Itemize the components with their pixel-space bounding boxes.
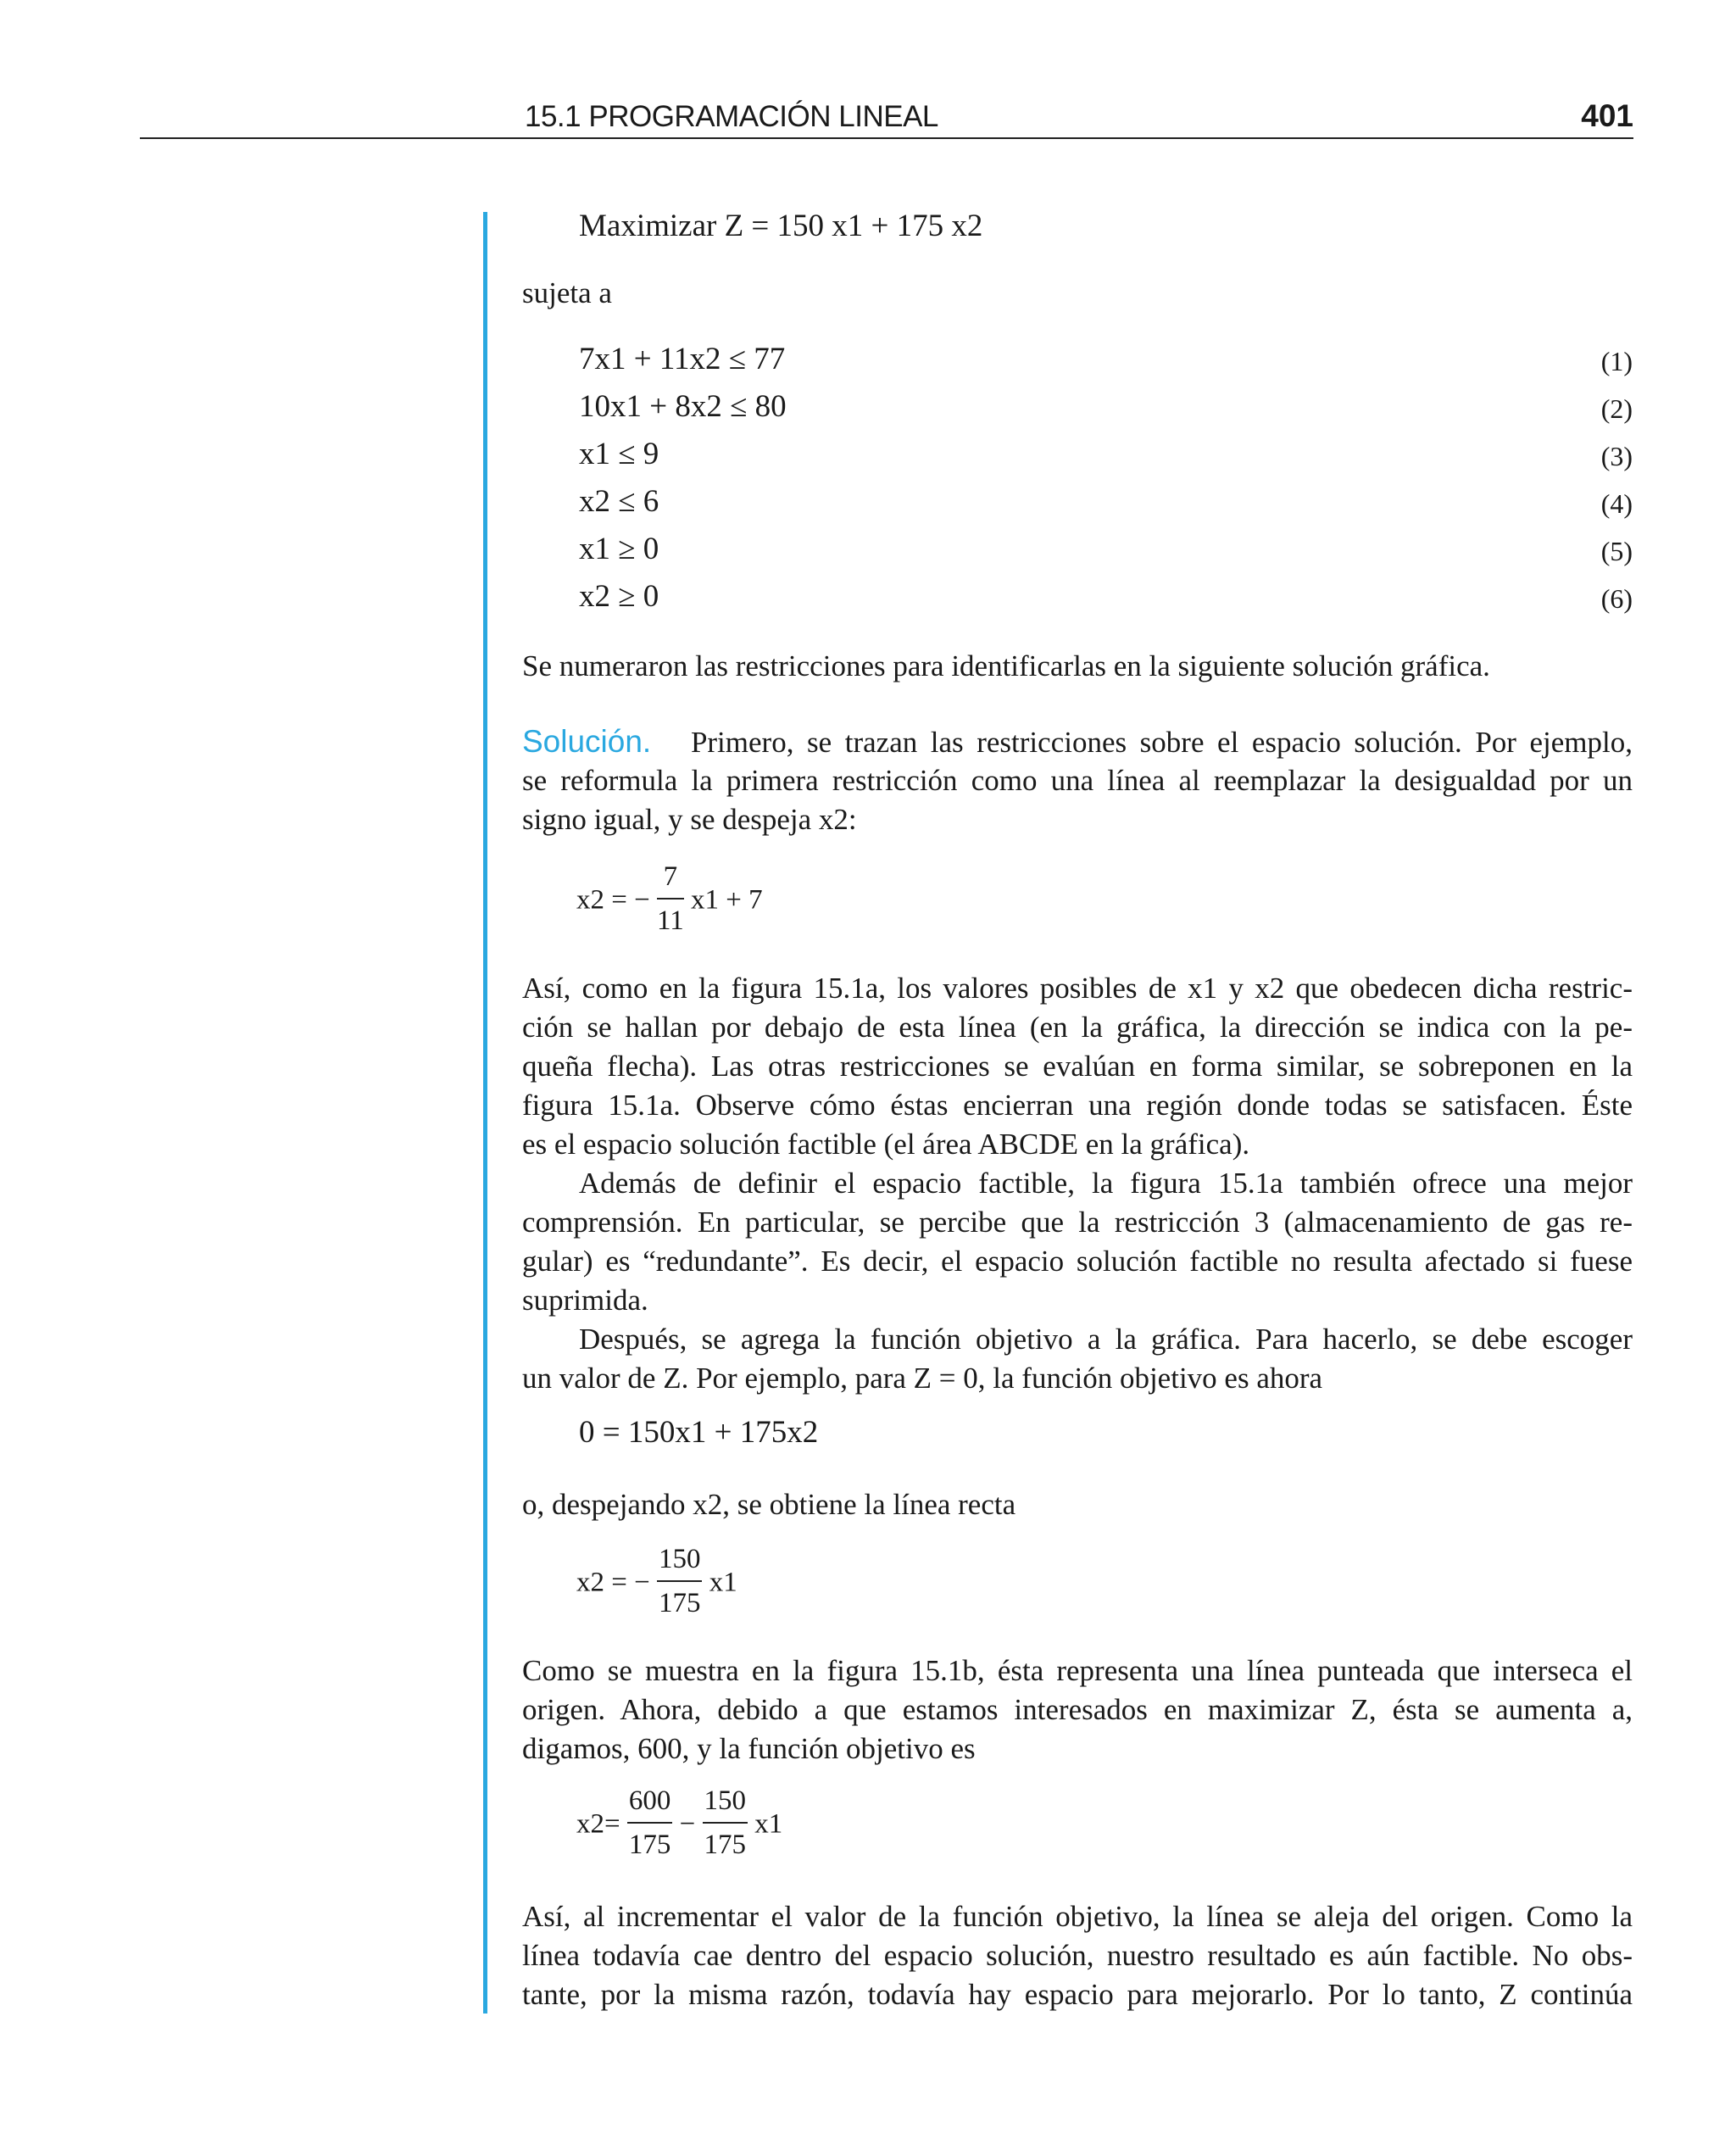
- constraint-2: 10x1 + 8x2 ≤ 80: [579, 389, 787, 424]
- asi-line-4: figura 15.1a. Observe cómo éstas encierran una región donde todas se satisfacen. Éste: [522, 1089, 1633, 1122]
- eq1-numerator: 7: [657, 857, 684, 900]
- constraint-number-1: (1): [1600, 346, 1633, 376]
- running-header: [140, 92, 1633, 139]
- objective-prefix: Maximizar: [579, 209, 725, 243]
- asi-line-2: ción se hallan por debajo de esta línea (en la gráfica, la dirección se indica con la pe-: [522, 1011, 1633, 1044]
- equation-line-3: [576, 1543, 737, 1626]
- numbering-paragraph: Se numeraron las restricciones para identificarlas en la siguiente solución gráfica.: [522, 649, 1490, 682]
- ademas-line-2: comprensión. En particular, se percibe que la restricción 3 (almacenamiento de gas re-: [522, 1206, 1633, 1239]
- eq3-rhs: x1: [709, 1567, 737, 1598]
- constraint-3: x1 ≤ 9: [579, 437, 659, 471]
- eq4-fraction-1: [627, 1781, 673, 1864]
- eq4-denominator-2: 175: [704, 1830, 746, 1860]
- como-line-1: Como se muestra en la figura 15.1b, ésta representa una línea punteada que interseca el: [522, 1654, 1633, 1687]
- eq1-lhs: x2 = −: [576, 884, 650, 916]
- eq1-fraction: [657, 857, 684, 940]
- eq4-fraction-2: [703, 1781, 748, 1864]
- eq4-numerator-2: 150: [703, 1781, 748, 1824]
- constraint-number-5: (5): [1600, 536, 1633, 566]
- despues-line-1: Después, se agrega la función objetivo a la gráfica. Para hacerlo, se debe escoger: [579, 1323, 1633, 1356]
- ademas-line-1: Además de definir el espacio factible, la figura 15.1a también ofrece una mejor: [579, 1167, 1633, 1200]
- section-title: 15.1 PROGRAMACIÓN LINEAL: [525, 100, 938, 133]
- como-line-2: origen. Ahora, debido a que estamos interesados en maximizar Z, ésta se aumenta a,: [522, 1693, 1633, 1726]
- eq4-rhs: x1: [754, 1808, 783, 1840]
- solution-line-1: [522, 722, 1633, 762]
- constraint-1: 7x1 + 11x2 ≤ 77: [579, 342, 786, 376]
- equation-line-1: [576, 861, 763, 944]
- eq1-denominator: 11: [656, 905, 684, 936]
- constraint-number-4: (4): [1600, 488, 1633, 519]
- constraint-6: x2 ≥ 0: [579, 579, 659, 614]
- eq4-minus: −: [679, 1808, 696, 1840]
- eq4-numerator-1: 600: [627, 1781, 673, 1824]
- constraint-5: x1 ≥ 0: [579, 532, 659, 566]
- eq3-denominator: 175: [658, 1588, 701, 1618]
- eq3-fraction: [657, 1540, 703, 1623]
- solution-label: Solución.: [522, 724, 652, 759]
- eq3-lhs: x2 = −: [576, 1567, 650, 1598]
- ademas-line-3: gular) es “redundante”. Es decir, el espacio solución factible no resulta afectado si fuese: [522, 1245, 1633, 1278]
- ademas-line-4: suprimida.: [522, 1284, 648, 1317]
- equation-line-2: 0 = 150x1 + 175x2: [579, 1415, 819, 1450]
- page-number: 401: [1581, 98, 1633, 133]
- asi-line-5: es el espacio solución factible (el área ABCDE en la gráfica).: [522, 1128, 1250, 1161]
- constraint-number-3: (3): [1600, 441, 1633, 471]
- constraint-number-6: (6): [1600, 583, 1633, 614]
- despues-line-2: un valor de Z. Por ejemplo, para Z = 0, la función objetivo es ahora: [522, 1362, 1323, 1395]
- objective-expression: Z = 150 x1 + 175 x2: [724, 209, 983, 243]
- solution-line-1-text: Primero, se trazan las restricciones sobre el espacio solución. Por ejemplo,: [690, 726, 1633, 759]
- despejando-line: o, despejando x2, se obtiene la línea recta: [522, 1488, 1016, 1521]
- solution-line-3: signo igual, y se despeja x2:: [522, 803, 857, 836]
- solution-line-2: se reformula la primera restricción como una línea al reemplazar la desigualdad por un: [522, 764, 1633, 797]
- final-line-1: Así, al incrementar el valor de la función objetivo, la línea se aleja del origen. Como la: [522, 1900, 1633, 1933]
- subject-to-text: sujeta a: [522, 276, 612, 309]
- constraint-4: x2 ≤ 6: [579, 484, 659, 519]
- eq4-lhs: x2=: [576, 1808, 620, 1840]
- eq4-denominator-1: 175: [628, 1830, 671, 1860]
- equation-line-4: [576, 1785, 782, 1868]
- eq3-numerator: 150: [657, 1540, 703, 1582]
- margin-accent-bar: [483, 212, 487, 2014]
- asi-line-1: Así, como en la figura 15.1a, los valores posibles de x1 y x2 que obedecen dicha restric-: [522, 972, 1633, 1005]
- como-line-3: digamos, 600, y la función objetivo es: [522, 1732, 976, 1765]
- constraint-number-2: (2): [1600, 393, 1633, 424]
- asi-line-3: queña flecha). Las otras restricciones se evalúan en forma similar, se sobreponen en la: [522, 1050, 1633, 1083]
- final-line-3: tante, por la misma razón, todavía hay espacio para mejorarlo. Por lo tanto, Z continúa: [522, 1978, 1633, 2011]
- objective-function: [579, 208, 982, 244]
- eq1-rhs: x1 + 7: [691, 884, 763, 916]
- final-line-2: línea todavía cae dentro del espacio solución, nuestro resultado es aún factible. No obs-: [522, 1939, 1633, 1972]
